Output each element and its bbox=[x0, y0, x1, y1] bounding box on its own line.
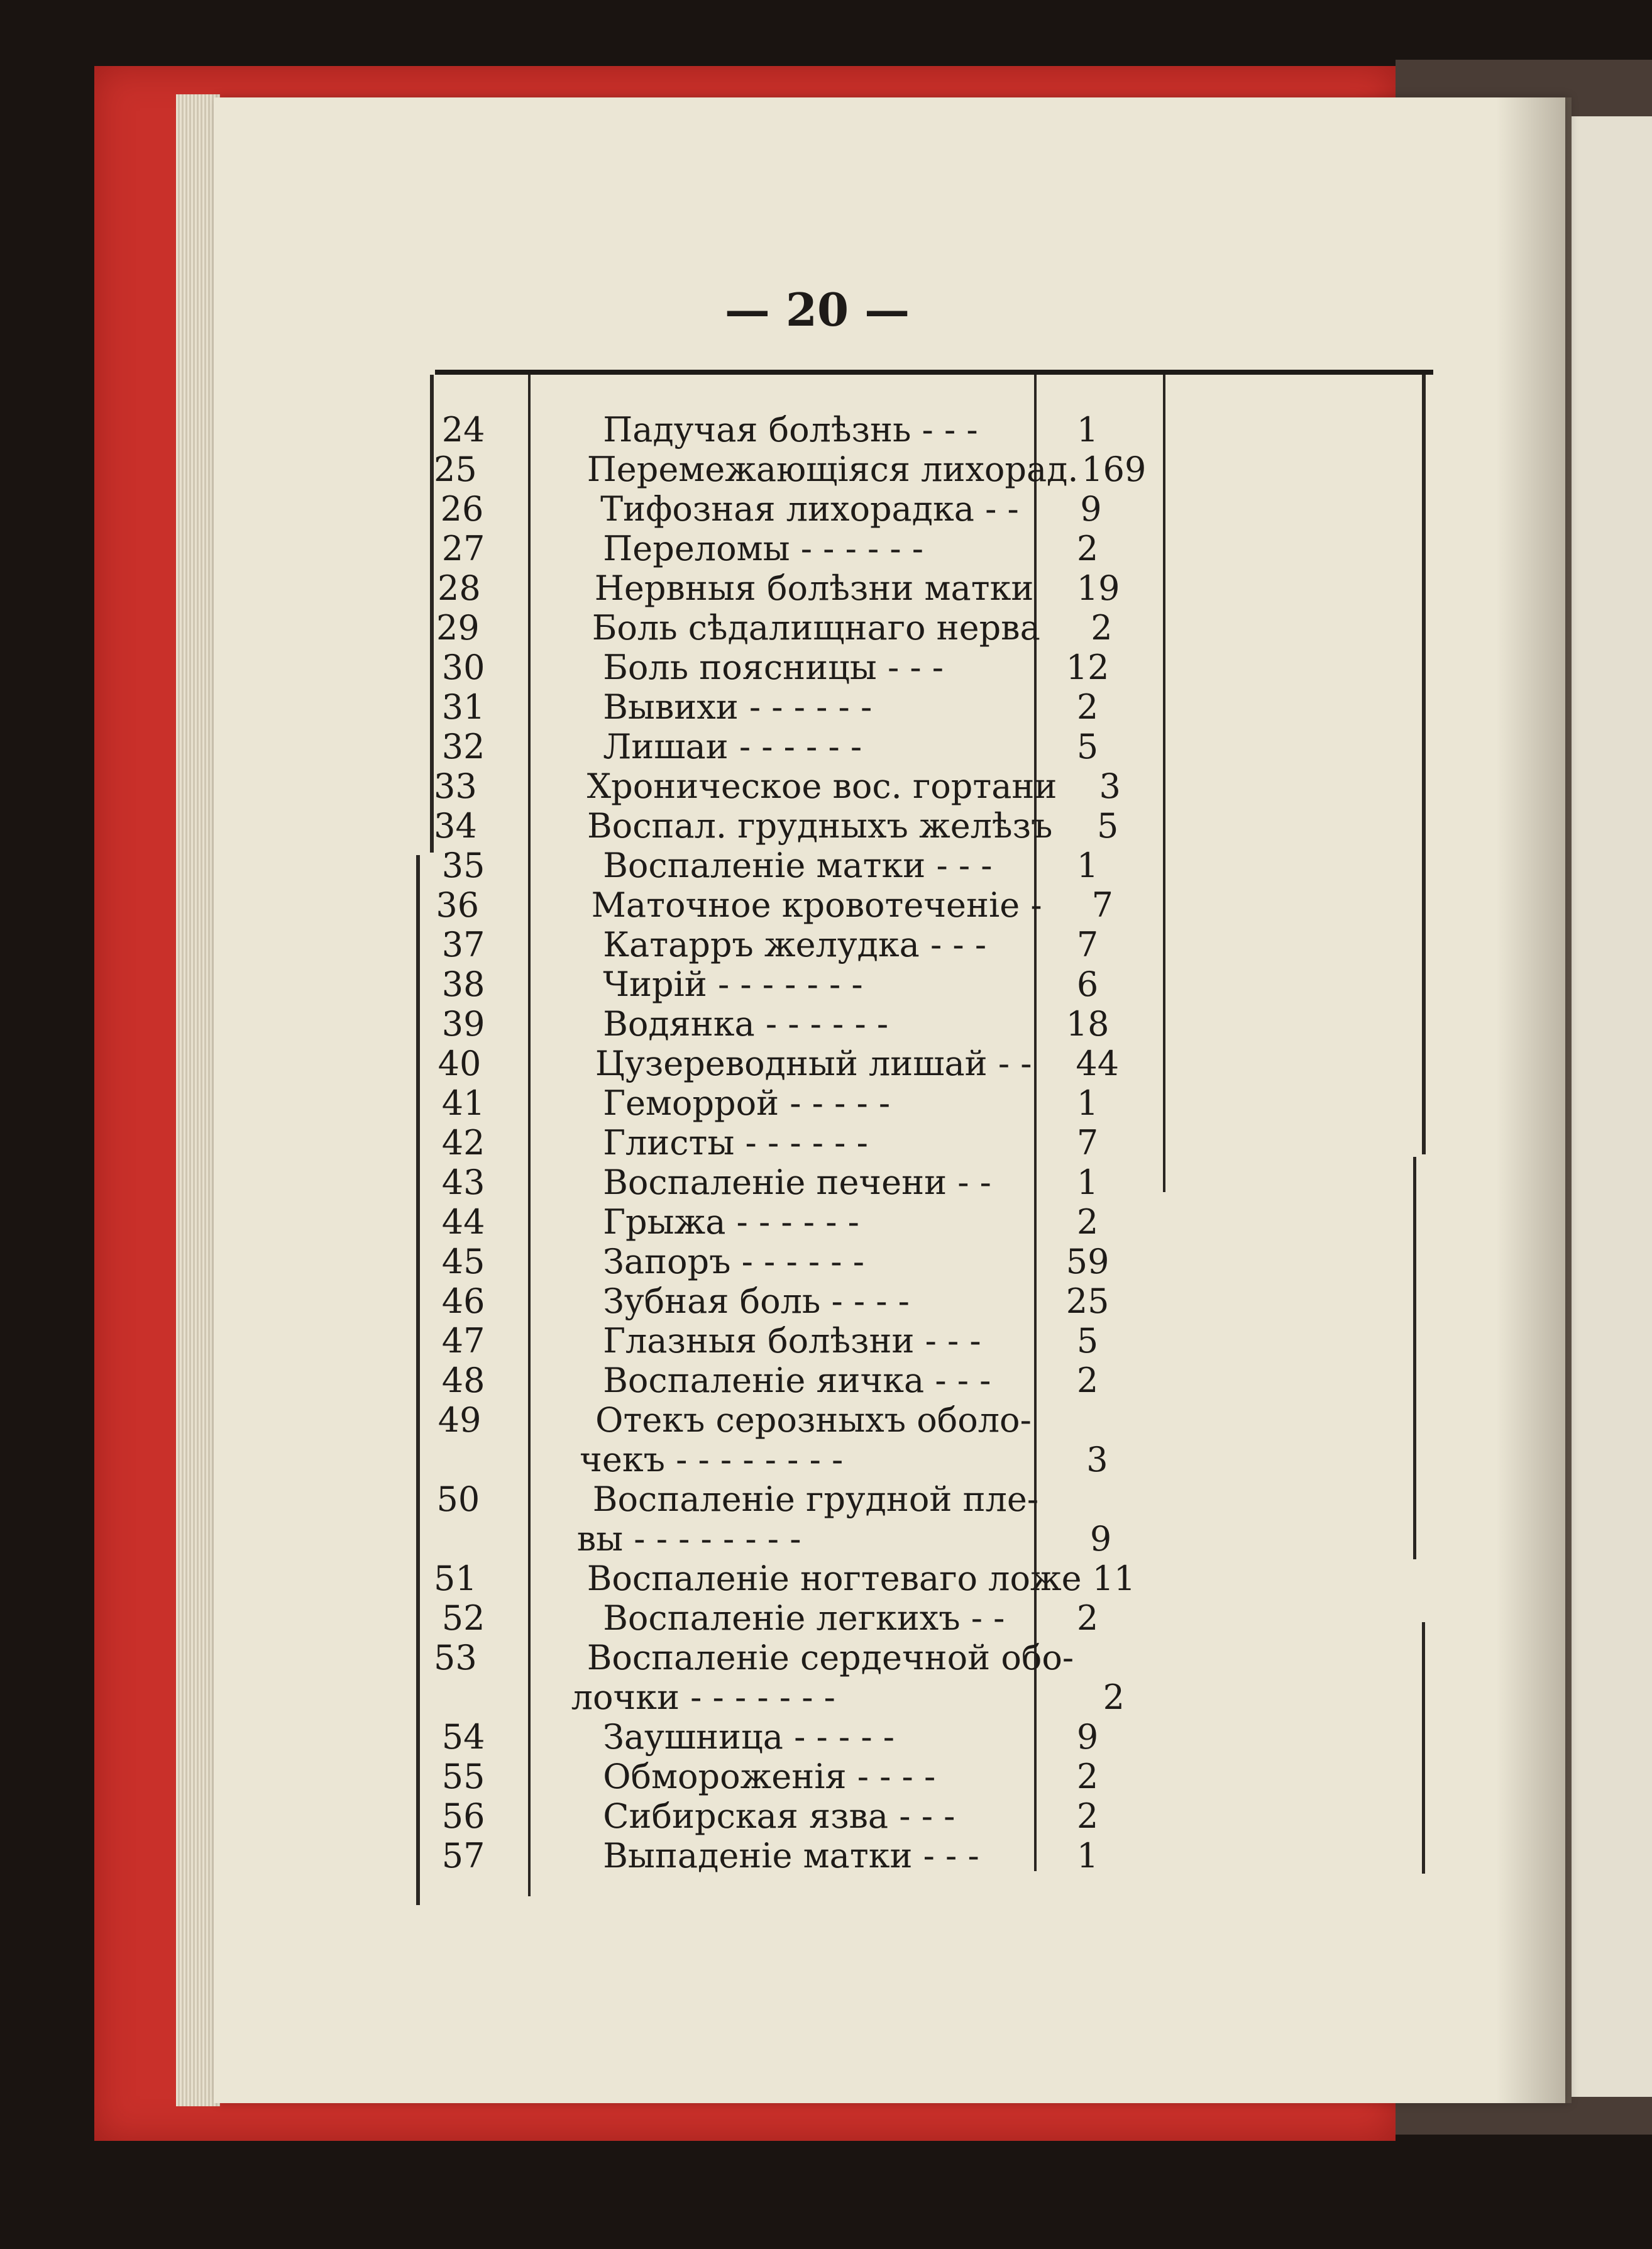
row-disease-name bbox=[493, 1598, 1012, 1638]
row-count: 2 bbox=[1076, 1361, 1099, 1400]
row-number: 40 bbox=[438, 1044, 482, 1083]
disease-name-line: Воспал. грудныхъ желѣзъ bbox=[587, 806, 1053, 846]
row-count: 3 bbox=[1099, 766, 1121, 806]
row-disease-name bbox=[493, 1242, 1012, 1281]
disease-name-line: Хроническое вос. гортани bbox=[586, 766, 1057, 806]
table-row bbox=[434, 1598, 1163, 1638]
row-count: 2 bbox=[1076, 687, 1099, 727]
row-number: 46 bbox=[441, 1281, 485, 1321]
disease-name-line: Тифозная лихорадка - - bbox=[600, 489, 1019, 529]
row-count: 1 bbox=[1076, 410, 1099, 450]
row-number: 44 bbox=[441, 1202, 485, 1242]
column-rule-count bbox=[1163, 375, 1165, 1192]
disease-name-line: Воспаленіе легкихъ - - bbox=[603, 1598, 1005, 1638]
row-disease-name bbox=[493, 1321, 1012, 1361]
row-disease-name bbox=[493, 529, 1012, 568]
row-number: 32 bbox=[441, 727, 485, 766]
disease-name-line: Геморрой - - - - - bbox=[603, 1083, 891, 1123]
table-row bbox=[434, 1044, 1163, 1083]
row-count: 9 bbox=[1080, 489, 1102, 529]
row-count: 2 bbox=[1076, 1598, 1099, 1638]
row-disease-name bbox=[482, 608, 1040, 648]
row-number: 35 bbox=[441, 846, 485, 885]
table-row bbox=[434, 806, 1163, 846]
row-disease-name bbox=[477, 450, 1079, 489]
row-number: 37 bbox=[441, 925, 485, 964]
row-disease-name bbox=[493, 964, 1012, 1004]
disease-name-line: Сибирская язва - - - bbox=[603, 1796, 955, 1836]
row-count: 18 bbox=[1066, 1004, 1110, 1044]
table-row bbox=[434, 1757, 1163, 1796]
row-count: 19 bbox=[1076, 568, 1120, 608]
row-count: 2 bbox=[1076, 1202, 1099, 1242]
disease-name-line: Воспаленіе печени - - bbox=[603, 1163, 991, 1202]
row-disease-name bbox=[493, 1202, 1012, 1242]
row-number: 54 bbox=[441, 1717, 485, 1757]
disease-name-line: Воспаленіе грудной пле- bbox=[592, 1479, 1039, 1519]
row-disease-name bbox=[477, 766, 1057, 806]
row-disease-name bbox=[493, 846, 1012, 885]
row-number: 31 bbox=[441, 687, 485, 727]
row-disease-name bbox=[477, 1638, 1074, 1717]
row-disease-name bbox=[493, 1757, 1012, 1796]
disease-name-line: Маточное кровотеченіе - bbox=[591, 885, 1042, 925]
row-number: 30 bbox=[441, 648, 485, 687]
disease-name-line: Отекъ серозныхъ оболо- bbox=[595, 1400, 1032, 1440]
row-disease-name bbox=[493, 1717, 1012, 1757]
disease-name-line: Заушница - - - - - bbox=[603, 1717, 895, 1757]
row-number: 51 bbox=[434, 1559, 477, 1598]
row-disease-name bbox=[493, 727, 1012, 766]
row-number: 57 bbox=[441, 1836, 485, 1876]
table-left-rule bbox=[416, 855, 420, 1905]
row-number: 38 bbox=[441, 964, 485, 1004]
row-count: 12 bbox=[1066, 648, 1110, 687]
row-disease-name bbox=[477, 806, 1052, 846]
row-disease-name bbox=[493, 1796, 1012, 1836]
row-count: 3 bbox=[1086, 1440, 1108, 1479]
disease-name-line-2: лочки - - - - - - - bbox=[571, 1677, 835, 1717]
row-number: 47 bbox=[441, 1321, 485, 1361]
row-disease-name bbox=[493, 687, 1012, 727]
row-number: 41 bbox=[441, 1083, 485, 1123]
row-disease-name bbox=[493, 1004, 1012, 1044]
row-count: 25 bbox=[1066, 1281, 1110, 1321]
disease-name-line: Переломы - - - - - - bbox=[603, 529, 924, 568]
table-row bbox=[434, 766, 1163, 806]
row-disease-name bbox=[482, 885, 1042, 925]
table-row bbox=[434, 1400, 1163, 1479]
disease-name-line: Чирій - - - - - - - bbox=[603, 964, 863, 1004]
row-count: 1 bbox=[1076, 1836, 1099, 1876]
table-row bbox=[434, 1123, 1163, 1163]
table-row bbox=[434, 1479, 1163, 1559]
row-count: 1 bbox=[1076, 846, 1099, 885]
row-number: 28 bbox=[438, 568, 481, 608]
row-number: 25 bbox=[434, 450, 477, 489]
table-row bbox=[434, 529, 1163, 568]
row-count: 11 bbox=[1092, 1559, 1136, 1598]
row-number: 42 bbox=[441, 1123, 485, 1163]
table-row bbox=[434, 1638, 1163, 1717]
row-number: 48 bbox=[441, 1361, 485, 1400]
row-count: 2 bbox=[1076, 529, 1099, 568]
table-row bbox=[434, 727, 1163, 766]
disease-name-line: Цузереводный лишай - - bbox=[595, 1044, 1032, 1083]
row-number: 27 bbox=[441, 529, 485, 568]
row-disease-name bbox=[490, 489, 1019, 529]
table-row bbox=[434, 1321, 1163, 1361]
row-disease-name bbox=[485, 1400, 1032, 1479]
table-right-rule bbox=[1413, 1157, 1416, 1559]
table-row bbox=[434, 687, 1163, 727]
row-disease-name bbox=[493, 1163, 1012, 1202]
row-number: 26 bbox=[440, 489, 484, 529]
disease-name-line: Воспаленіе ногтеваго ложе bbox=[586, 1559, 1082, 1598]
table-row bbox=[434, 1163, 1163, 1202]
row-count: 2 bbox=[1076, 1796, 1099, 1836]
table-row bbox=[434, 1083, 1163, 1123]
disease-name-line: Перемежающіяся лихорад. bbox=[586, 450, 1079, 489]
disease-name-line: Вывихи - - - - - - bbox=[603, 687, 873, 727]
disease-name-line: Обмороженія - - - - bbox=[603, 1757, 936, 1796]
row-number: 56 bbox=[441, 1796, 485, 1836]
table-row bbox=[434, 1717, 1163, 1757]
disease-table bbox=[434, 410, 1163, 1876]
disease-name-line: Воспаленіе яичка - - - bbox=[603, 1361, 991, 1400]
row-number: 24 bbox=[441, 410, 485, 450]
row-count: 7 bbox=[1076, 925, 1099, 964]
row-number: 36 bbox=[436, 885, 480, 925]
disease-name-line-2: чекъ - - - - - - - - bbox=[580, 1440, 844, 1479]
disease-name-line: Глисты - - - - - - bbox=[603, 1123, 868, 1163]
table-row bbox=[434, 1796, 1163, 1836]
row-count: 5 bbox=[1097, 806, 1119, 846]
gutter-shadow bbox=[1496, 97, 1572, 2103]
row-disease-name bbox=[493, 1836, 1012, 1876]
row-count: 9 bbox=[1089, 1519, 1112, 1559]
table-row bbox=[434, 450, 1163, 489]
row-disease-name bbox=[477, 1559, 1082, 1598]
table-row bbox=[434, 1281, 1163, 1321]
disease-name-line: Глазныя болѣзни - - - bbox=[603, 1321, 981, 1361]
disease-name-line: Падучая болѣзнь - - - bbox=[603, 410, 978, 450]
row-number: 52 bbox=[441, 1598, 485, 1638]
table-row bbox=[434, 410, 1163, 450]
table-row bbox=[434, 1559, 1163, 1598]
row-number: 49 bbox=[438, 1400, 482, 1440]
disease-name-line: Катарръ желудка - - - bbox=[603, 925, 987, 964]
row-number: 34 bbox=[434, 806, 477, 846]
row-count: 9 bbox=[1076, 1717, 1099, 1757]
row-disease-name bbox=[483, 1479, 1038, 1559]
table-row bbox=[434, 1242, 1163, 1281]
disease-name-line: Лишаи - - - - - - bbox=[603, 727, 862, 766]
page-number: — 20 — bbox=[724, 283, 910, 336]
table-row bbox=[434, 648, 1163, 687]
row-disease-name bbox=[493, 925, 1012, 964]
table-right-rule bbox=[1422, 1622, 1425, 1874]
table-row bbox=[434, 608, 1163, 648]
row-number: 29 bbox=[436, 608, 480, 648]
facing-page-edge bbox=[1572, 116, 1652, 2097]
row-number: 53 bbox=[434, 1638, 477, 1677]
table-row bbox=[434, 1004, 1163, 1044]
row-number: 33 bbox=[434, 766, 477, 806]
table-row bbox=[434, 489, 1163, 529]
row-number: 50 bbox=[436, 1479, 480, 1519]
row-count: 59 bbox=[1066, 1242, 1110, 1281]
disease-name-line: Боль сѣдалищнаго нерва bbox=[592, 608, 1040, 648]
disease-name-line: Запоръ - - - - - - bbox=[603, 1242, 864, 1281]
table-row bbox=[434, 1836, 1163, 1876]
row-count: 2 bbox=[1076, 1757, 1099, 1796]
table-row bbox=[434, 568, 1163, 608]
row-number: 43 bbox=[441, 1163, 485, 1202]
row-disease-name bbox=[493, 648, 1012, 687]
row-count: 6 bbox=[1076, 964, 1099, 1004]
disease-name-line: Нервныя болѣзни матки bbox=[594, 568, 1034, 608]
table-right-rule bbox=[1422, 375, 1426, 1154]
row-number: 45 bbox=[441, 1242, 485, 1281]
table-row bbox=[434, 885, 1163, 925]
row-number: 55 bbox=[441, 1757, 485, 1796]
row-disease-name bbox=[493, 410, 1012, 450]
table-row bbox=[434, 846, 1163, 885]
row-count: 5 bbox=[1076, 727, 1099, 766]
table-row bbox=[434, 925, 1163, 964]
disease-name-line: Воспаленіе матки - - - bbox=[603, 846, 993, 885]
disease-name-line: Грыжа - - - - - - bbox=[603, 1202, 859, 1242]
row-number: 39 bbox=[441, 1004, 485, 1044]
disease-name-line: Воспаленіе сердечной обо- bbox=[586, 1638, 1074, 1677]
disease-name-line: Зубная боль - - - - bbox=[603, 1281, 910, 1321]
row-count: 44 bbox=[1076, 1044, 1120, 1083]
disease-name-line: Выпаденіе матки - - - bbox=[603, 1836, 979, 1876]
disease-name-line-2: вы - - - - - - - - bbox=[576, 1519, 801, 1559]
row-count: 5 bbox=[1076, 1321, 1099, 1361]
table-row bbox=[434, 1202, 1163, 1242]
row-disease-name bbox=[493, 1123, 1012, 1163]
row-count: 2 bbox=[1103, 1677, 1125, 1717]
row-count: 1 bbox=[1076, 1163, 1099, 1202]
row-count: 1 bbox=[1076, 1083, 1099, 1123]
row-disease-name bbox=[485, 568, 1034, 608]
disease-name-line: Водянка - - - - - - bbox=[603, 1004, 889, 1044]
row-disease-name bbox=[485, 1044, 1032, 1083]
row-count: 7 bbox=[1091, 885, 1113, 925]
table-top-rule bbox=[435, 370, 1433, 375]
row-disease-name bbox=[493, 1361, 1012, 1400]
row-count: 169 bbox=[1081, 450, 1147, 489]
row-count: 7 bbox=[1076, 1123, 1099, 1163]
table-row bbox=[434, 1361, 1163, 1400]
row-disease-name bbox=[493, 1281, 1012, 1321]
disease-name-line: Боль поясницы - - - bbox=[603, 648, 944, 687]
row-disease-name bbox=[493, 1083, 1012, 1123]
table-row bbox=[434, 964, 1163, 1004]
row-count: 2 bbox=[1091, 608, 1113, 648]
